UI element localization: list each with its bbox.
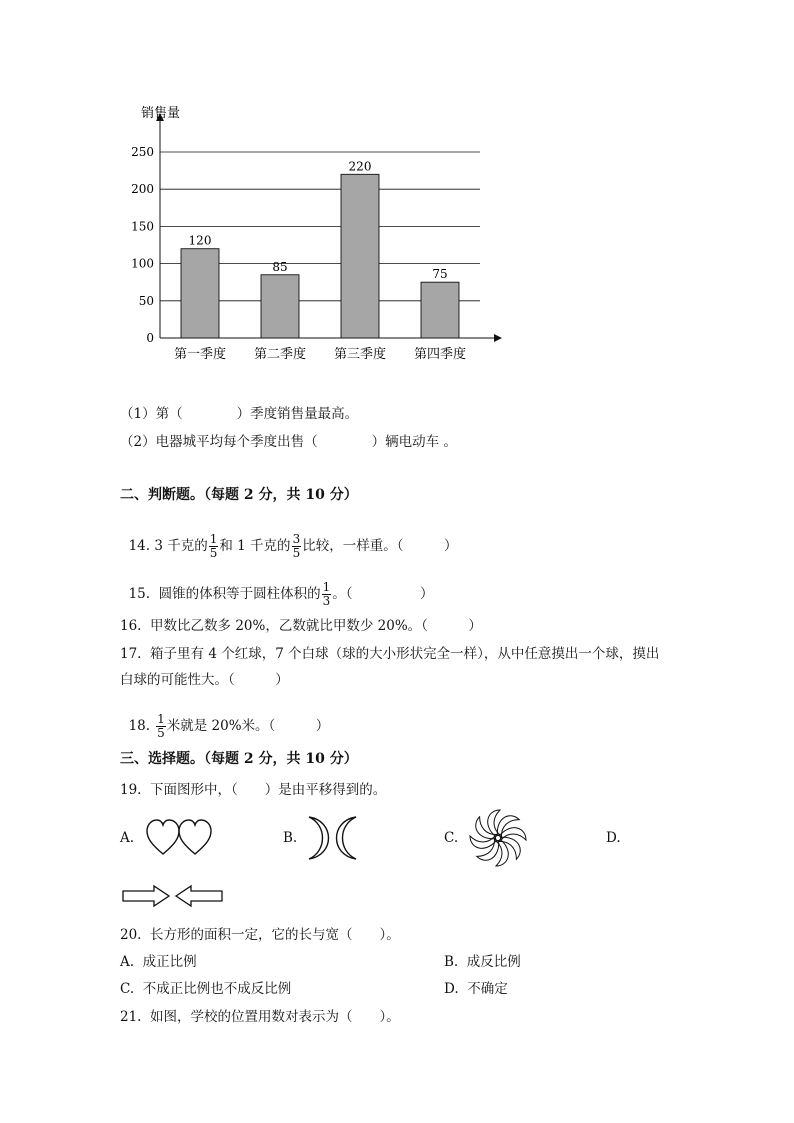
question-20-stem: 20. 长方形的面积一定，它的长与宽（ ）。 (120, 927, 400, 943)
y-tick-label: 200 (131, 182, 154, 197)
bar (341, 174, 379, 338)
pinwheel-blade (470, 836, 496, 848)
pinwheel-blade (500, 828, 526, 840)
value-labels (189, 159, 448, 281)
x-category-label: 第二季度 (253, 347, 307, 362)
y-tick-label: 250 (131, 145, 154, 159)
q15-fraction-num: 1 (322, 580, 331, 594)
q14-text-b: 和 1 千克的 (219, 538, 291, 554)
bar-value-label: 120 (188, 233, 212, 248)
q14-text-a: 14. 3 千克的 (128, 538, 208, 554)
q20-option-a[interactable]: A. 成正比例 (120, 954, 197, 970)
q15-text-b: 。（ ） (332, 586, 434, 602)
y-tick-labels (131, 145, 154, 345)
q18-fraction-num: 1 (157, 712, 165, 726)
section-3-title: 三、选择题。（每题 2 分，共 10 分） (120, 751, 358, 767)
y-tick-label: 50 (138, 293, 154, 308)
double-heart-icon (145, 818, 217, 858)
pinwheel-blade (496, 840, 508, 866)
q14-fraction-2-den: 5 (292, 546, 301, 560)
q19-option-d[interactable]: D. (606, 830, 621, 846)
q14-text-c: 比较，一样重。（ ） (302, 538, 458, 554)
y-tick-label: 150 (131, 219, 154, 234)
double-arrow-icon (122, 884, 224, 908)
bar-value-label: 220 (348, 159, 372, 174)
q14-fraction-1-den: 5 (209, 546, 218, 560)
q18-text-b: 米就是 20%米。（ ） (166, 718, 330, 734)
question-15 (120, 565, 434, 608)
q14-fraction-2-num: 3 (292, 532, 301, 546)
bar (421, 282, 459, 338)
question-17-line1: 17. 箱子里有 4 个红球，7 个白球（球的大小形状完全一样），从中任意摸出一个球，摸出 (120, 646, 660, 662)
x-category-label: 第四季度 (413, 347, 467, 362)
q19-option-a[interactable]: A. (120, 830, 135, 846)
pinwheel-blade (488, 810, 500, 836)
question-17-line2: 白球的可能性大。（ ） (120, 672, 289, 688)
bar (261, 275, 299, 338)
section-2-title: 二、判断题。（每题 2 分，共 10 分） (120, 487, 358, 503)
q18-text-a: 18. (128, 718, 151, 734)
pinwheel-icon (467, 807, 529, 869)
q20-option-d[interactable]: D. 不确定 (444, 981, 508, 997)
bar (181, 249, 219, 338)
q14-fraction-2 (292, 533, 302, 560)
chart-bars (181, 174, 459, 338)
bar-value-label: 85 (272, 259, 288, 274)
q13-part2: （2）电器城平均每个季度出售（ ）辆电动车 。 (120, 434, 457, 450)
q18-fraction (156, 713, 166, 740)
y-tick-label: 100 (131, 256, 154, 271)
q20-option-c[interactable]: C. 不成正比例也不成反比例 (120, 981, 292, 997)
q14-fraction-1-num: 1 (209, 532, 218, 546)
question-16: 16. 甲数比乙数多 20%，乙数就比甲数少 20%。（ ） (120, 618, 482, 634)
bar-value-label: 75 (432, 267, 448, 282)
question-18 (120, 697, 329, 740)
q18-fraction-den: 5 (157, 726, 165, 740)
question-21-stem: 21. 如图，学校的位置用数对表示为（ ）。 (120, 1009, 400, 1025)
q19-option-b[interactable]: B. (283, 830, 298, 846)
q19-option-c[interactable]: C. (444, 830, 459, 846)
category-labels (174, 346, 466, 362)
question-14 (120, 517, 457, 560)
y-tick-label: 0 (146, 331, 154, 345)
x-category-label: 第一季度 (173, 347, 227, 362)
x-category-label: 第三季度 (333, 347, 387, 362)
q15-fraction-den: 3 (322, 594, 331, 608)
y-axis-label: 销售量 (141, 106, 181, 121)
question-19-stem: 19. 下面图形中，（ ）是由平移得到的。 (120, 782, 387, 798)
q15-text-a: 15. 圆锥的体积等于圆柱体积的 (128, 586, 321, 602)
q14-fraction-1 (209, 533, 219, 560)
crescents-icon (305, 815, 360, 861)
q20-option-b[interactable]: B. 成反比例 (444, 954, 521, 970)
q13-part1: （1）第（ ）季度销售量最高。 (120, 406, 359, 422)
sales-bar-chart (120, 95, 520, 370)
q15-fraction (322, 581, 332, 608)
